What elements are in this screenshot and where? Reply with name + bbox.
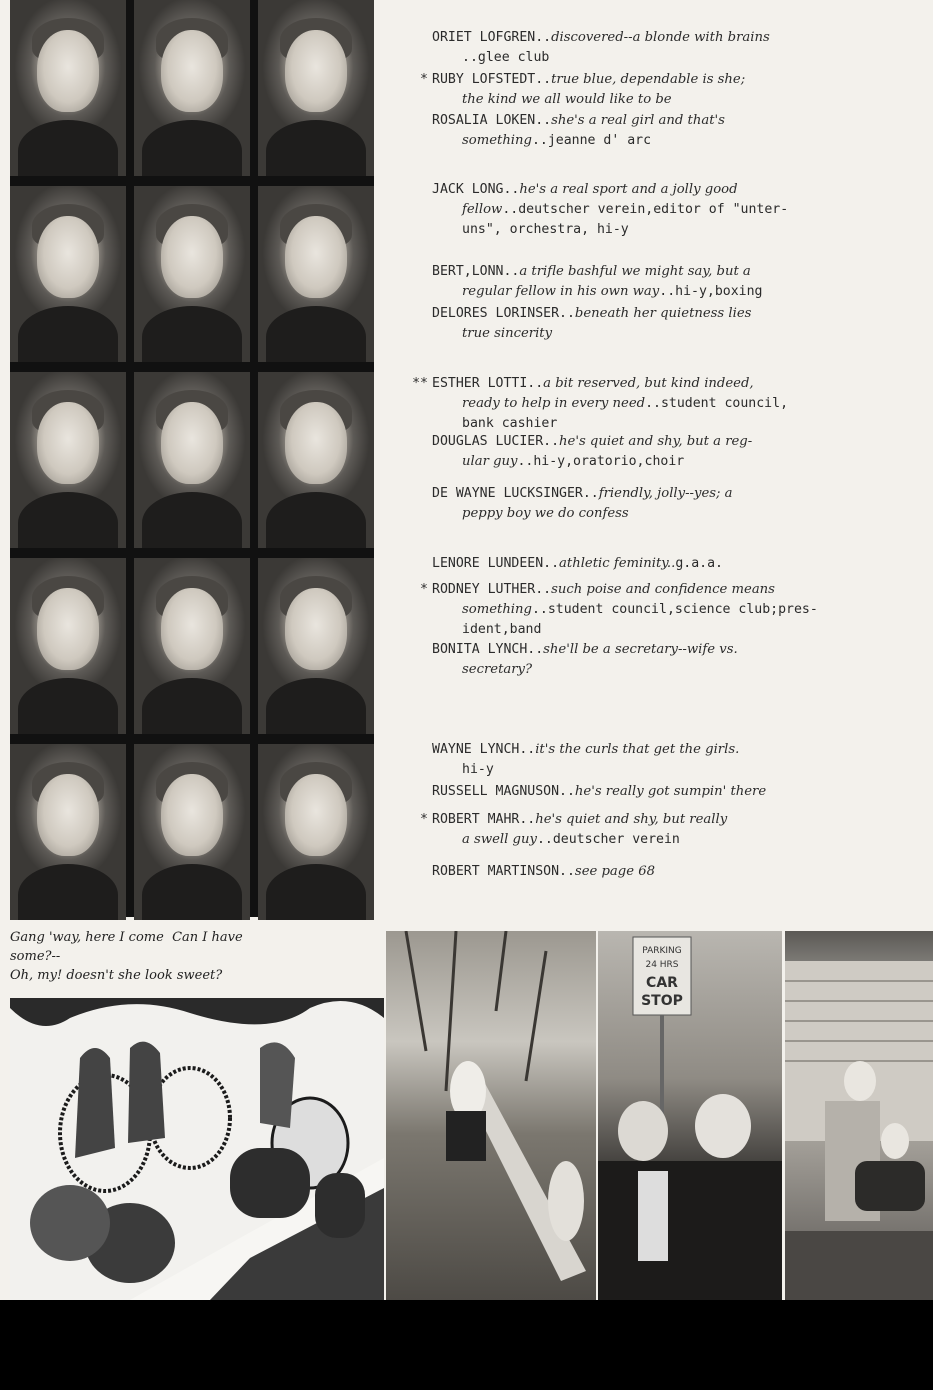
student-activities: bank cashier [462,416,558,431]
student-portrait [10,0,126,176]
student-portrait [258,0,374,176]
student-name: JACK LONG.. [432,182,520,197]
student-entry [380,554,933,574]
student-description: he's quiet and shy, but really [535,812,728,827]
student-name: WAYNE LYNCH.. [432,742,536,757]
student-activities: ..student council, [645,396,789,411]
student-entry [380,111,933,151]
student-description: discovered--a blonde with brains [551,30,770,45]
drummer-cartoon [10,998,384,1300]
student-activities: uns", orchestra, hi-y [462,222,629,237]
sign-line-1: PARKING [642,946,682,956]
student-description: see page 68 [574,864,656,879]
student-entry [380,740,933,780]
student-portrait [258,372,374,548]
student-portrait [134,372,250,548]
student-description: he's quiet and shy, but a reg- [559,434,753,449]
student-description: it's the curls that get the girls. [535,742,740,757]
student-name: ROBERT MAHR.. [432,812,536,827]
student-name: ROBERT MARTINSON.. [432,864,575,879]
student-entry [380,262,933,302]
student-portrait [134,558,250,734]
student-portrait [10,558,126,734]
student-description: he's really got sumpin' there [574,784,767,799]
student-name: ESTHER LOTTI.. [432,376,544,391]
student-entry [380,432,933,472]
student-name: ORIET LOFGREN.. [432,30,552,45]
caption-line-3: Oh, my! doesn't she look sweet? [10,968,223,983]
student-activities: ..hi-y,oratorio,choir [517,454,685,469]
student-entry [380,374,933,434]
student-entry [380,28,933,68]
student-name: BERT,LONN.. [432,264,520,279]
student-description: he's a real sport and a jolly good [519,182,738,197]
student-portrait [134,0,250,176]
biography-column [380,18,933,898]
student-portrait [258,744,374,920]
student-name: RUSSELL MAGNUSON.. [432,784,575,799]
sign-line-2: 24 HRS [645,960,679,970]
student-description-cont: a swell guy [462,832,537,847]
portrait-grid [10,0,374,917]
student-name: DE WAYNE LUCKSINGER.. [432,486,599,501]
student-description-cont: fellow [462,202,503,217]
student-name: DELORES LORINSER.. [432,306,575,321]
student-portrait [258,558,374,734]
caption-line-1b: Can I have [172,930,243,945]
student-name: BONITA LYNCH.. [432,642,544,657]
snapshot-slide [386,931,596,1300]
snapshot-house-pram [785,931,933,1300]
student-activities: ..hi-y,boxing [659,284,763,299]
student-description-cont: something [462,133,532,148]
student-entry [380,782,933,802]
sign-line-3: CAR [646,975,678,991]
student-description-cont: ready to help in every need [462,396,646,411]
snapshot-section [0,928,933,1300]
student-description: a bit reserved, but kind indeed, [543,376,754,391]
sign-line-4: STOP [641,993,683,1009]
honor-star: * [420,72,428,87]
student-description-cont: true sincerity [462,326,553,341]
student-portrait [10,372,126,548]
student-description-cont: something [462,602,532,617]
student-portrait [134,186,250,362]
student-description-cont: the kind we all would like to be [462,92,672,107]
student-activities: g.a.a. [675,556,723,571]
caption-line-1a: Gang 'way, here I come [10,930,164,945]
student-description: athletic feminity.. [559,556,676,571]
honor-star: ** [412,376,428,391]
student-activities: ..student council,science club;pres- [531,602,818,617]
student-name: RODNEY LUTHER.. [432,582,552,597]
student-description: such poise and confidence means [551,582,775,597]
student-description-cont: regular fellow in his own way [462,284,660,299]
student-description: a trifle bashful we might say, but a [519,264,751,279]
student-entry [380,640,933,680]
student-entry [380,580,933,640]
student-description: friendly, jolly--yes; a [598,486,733,501]
student-activities: ..glee club [462,50,550,65]
snapshot-caption [10,928,385,998]
student-description-cont: ular guy [462,454,518,469]
student-activities: hi-y [462,762,494,777]
student-activities: ident,band [462,622,542,637]
student-description-cont: secretary? [462,662,533,677]
student-portrait [10,186,126,362]
student-entry [380,304,933,344]
student-name: DOUGLAS LUCIER.. [432,434,560,449]
student-entry [380,484,933,524]
student-entry [380,810,933,850]
student-portrait [10,744,126,920]
student-activities: ..jeanne d' arc [531,133,652,148]
student-entry [380,180,933,240]
student-description-cont: peppy boy we do confess [462,506,629,521]
student-description: she's a real girl and that's [551,113,725,128]
student-description: beneath her quietness lies [574,306,752,321]
snapshot-parking-sign [598,931,782,1300]
page-footer [0,1300,933,1390]
student-description: she'll be a secretary--wife vs. [543,642,738,657]
student-entry [380,70,933,110]
student-name: ROSALIA LOKEN.. [432,113,552,128]
student-description: true blue, dependable is she; [551,72,746,87]
caption-line-2: some?-- [10,949,61,964]
student-name: RUBY LOFSTEDT.. [432,72,552,87]
student-name: LENORE LUNDEEN.. [432,556,560,571]
student-portrait [258,186,374,362]
student-portrait [134,744,250,920]
student-activities: ..deutscher verein,editor of "unter- [502,202,789,217]
cartoon-illustration [10,998,384,1300]
honor-star: * [420,812,428,827]
honor-star: * [420,582,428,597]
student-entry [380,862,933,882]
student-activities: ..deutscher verein [536,832,680,847]
